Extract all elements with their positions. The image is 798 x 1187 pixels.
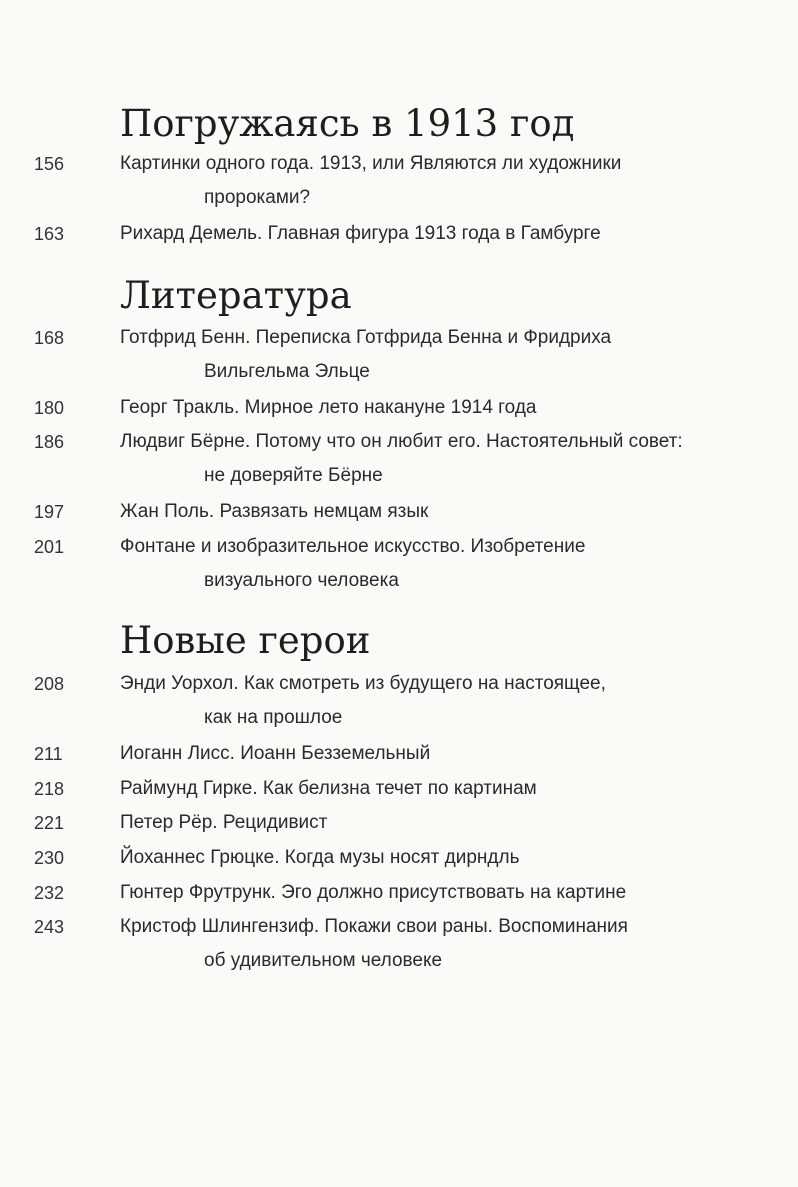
page-number: 197 [34,502,65,522]
entry-title-line2: не доверяйте Бёрне [204,465,383,486]
page-number: 232 [34,883,65,903]
entry-title-line1: Жан Поль. Развязать немцам язык [120,501,429,522]
entry-title-line2: визуального человека [204,570,399,591]
entry-title [120,806,770,840]
entry-title-line1: Людвиг Бёрне. Потому что он любит его. Настоятельный совет: [120,431,683,452]
page-number: 156 [34,154,65,174]
page-number: 163 [34,224,65,244]
entry-title [120,841,770,875]
page-number: 208 [34,674,65,694]
entry-title [120,321,770,389]
entry-title-line1: Иоганн Лисс. Иоанн Безземельный [120,743,431,764]
page-number: 230 [34,848,65,868]
entry-title [120,910,770,978]
page-number: 221 [34,813,65,833]
entry-title-line2: пророками? [204,187,311,208]
entry-title [120,147,770,215]
entry-title-line1: Фонтане и изобразительное искусство. Изобретение [120,536,586,557]
entry-title-line2: об удивительном человеке [204,950,443,971]
entry-title-line1: Готфрид Бенн. Переписка Готфрида Бенна и Фридриха [120,327,612,348]
page-number: 168 [34,328,65,348]
page-number: 180 [34,398,65,418]
entry-title [120,495,770,529]
entry-title [120,772,770,806]
entry-title-line1: Гюнтер Фрутрунк. Эго должно присутствовать на картине [120,882,627,903]
section-title: Новые герои [120,619,371,662]
page-number: 211 [34,744,63,764]
page-number: 186 [34,432,65,452]
entry-title-line1: Георг Тракль. Мирное лето накануне 1914 года [120,397,537,418]
page-number: 243 [34,917,65,937]
entry-title [120,530,770,598]
entry-title-line1: Рихард Демель. Главная фигура 1913 года в Гамбурге [120,223,601,244]
entry-title-line1: Энди Уорхол. Как смотреть из будущего на настоящее, [120,673,606,694]
entry-title [120,876,770,910]
entry-title-line1: Петер Рёр. Рецидивист [120,812,328,833]
entry-title-line1: Раймунд Гирке. Как белизна течет по картинам [120,778,537,799]
entry-title [120,425,770,493]
entry-title-line1: Картинки одного года. 1913, или Являются ли художники [120,153,622,174]
entry-title [120,217,770,251]
entry-title-line2: как на прошлое [204,707,343,728]
entry-title [120,667,770,735]
entry-title [120,391,770,425]
entry-title [120,737,770,771]
section-title: Литература [120,274,352,317]
page-number: 218 [34,779,65,799]
entry-title-line2: Вильгельма Эльце [204,361,370,382]
section-title: Погружаясь в 1913 год [120,102,575,145]
entry-title-line1: Йоханнес Грюцке. Когда музы носят дирндль [120,847,520,868]
page-number: 201 [34,537,65,557]
entry-title-line1: Кристоф Шлингензиф. Покажи свои раны. Воспоминания [120,916,628,937]
